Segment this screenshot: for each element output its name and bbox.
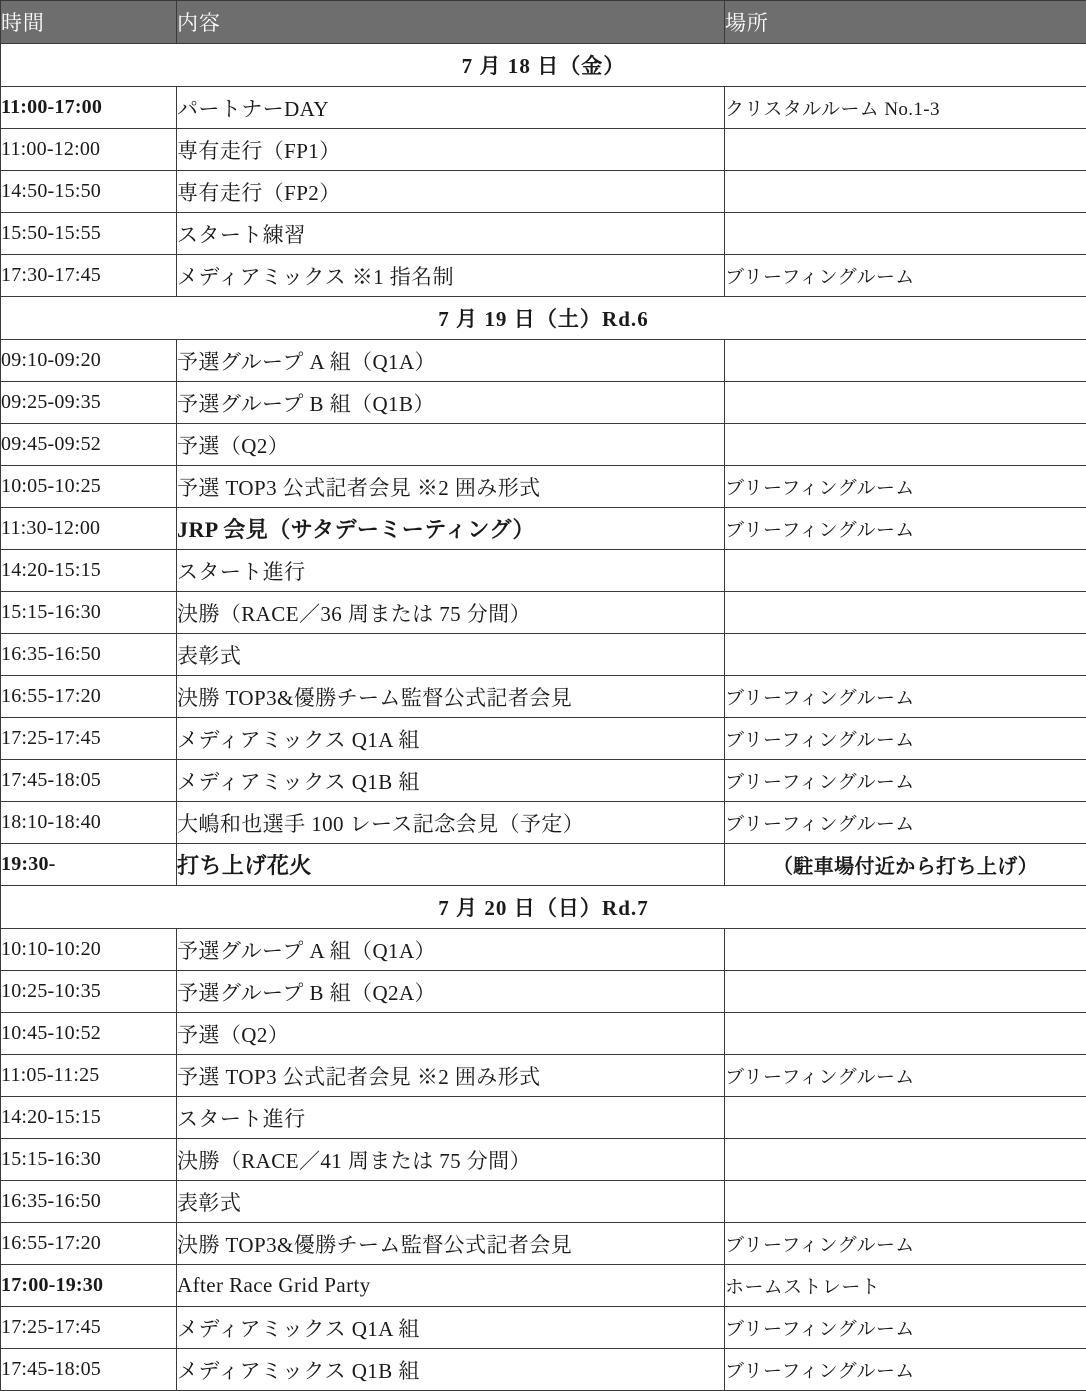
cell-place xyxy=(725,424,1086,466)
table-row xyxy=(1,466,1086,508)
cell-place: ブリーフィングルーム xyxy=(725,802,1086,844)
cell-place xyxy=(725,929,1086,971)
cell-time: 14:20-15:15 xyxy=(1,1097,177,1139)
cell-content: 予選グループ A 組（Q1A） xyxy=(177,340,725,382)
cell-time: 15:50-15:55 xyxy=(1,213,177,255)
cell-place: ブリーフィングルーム xyxy=(725,1223,1086,1265)
cell-place: クリスタルルーム No.1-3 xyxy=(725,87,1086,129)
cell-content: 打ち上げ花火 xyxy=(177,844,725,886)
table-row xyxy=(1,1223,1086,1265)
cell-time: 19:30- xyxy=(1,844,177,886)
cell-time: 17:00-19:30 xyxy=(1,1265,177,1307)
cell-content: 予選グループ B 組（Q2A） xyxy=(177,971,725,1013)
cell-content: 予選（Q2） xyxy=(177,1013,725,1055)
cell-time: 17:45-18:05 xyxy=(1,760,177,802)
table-row xyxy=(1,213,1086,255)
table-body xyxy=(1,44,1086,1391)
cell-time: 10:25-10:35 xyxy=(1,971,177,1013)
date-separator-row xyxy=(1,886,1086,929)
cell-content: スタート進行 xyxy=(177,1097,725,1139)
cell-place: ブリーフィングルーム xyxy=(725,1307,1086,1349)
cell-content: メディアミックス ※1 指名制 xyxy=(177,255,725,297)
cell-place: ブリーフィングルーム xyxy=(725,676,1086,718)
table-row xyxy=(1,1013,1086,1055)
cell-place xyxy=(725,634,1086,676)
cell-content: 決勝 TOP3&優勝チーム監督公式記者会見 xyxy=(177,1223,725,1265)
table-row xyxy=(1,1349,1086,1391)
table-row xyxy=(1,382,1086,424)
cell-content: メディアミックス Q1A 組 xyxy=(177,718,725,760)
cell-time: 10:10-10:20 xyxy=(1,929,177,971)
cell-time: 09:45-09:52 xyxy=(1,424,177,466)
cell-place: ホームストレート xyxy=(725,1265,1086,1307)
cell-content: メディアミックス Q1A 組 xyxy=(177,1307,725,1349)
cell-time: 11:30-12:00 xyxy=(1,508,177,550)
cell-place xyxy=(725,1181,1086,1223)
cell-place: ブリーフィングルーム xyxy=(725,508,1086,550)
table-header xyxy=(1,1,1086,44)
cell-time: 17:30-17:45 xyxy=(1,255,177,297)
cell-place xyxy=(725,1013,1086,1055)
cell-place xyxy=(725,171,1086,213)
cell-time: 11:05-11:25 xyxy=(1,1055,177,1097)
table-row xyxy=(1,676,1086,718)
cell-time: 15:15-16:30 xyxy=(1,592,177,634)
cell-place xyxy=(725,382,1086,424)
cell-content: 決勝（RACE／36 周または 75 分間） xyxy=(177,592,725,634)
cell-time: 16:35-16:50 xyxy=(1,1181,177,1223)
cell-time: 14:20-15:15 xyxy=(1,550,177,592)
table-row xyxy=(1,129,1086,171)
cell-place xyxy=(725,1097,1086,1139)
cell-content: 専有走行（FP2） xyxy=(177,171,725,213)
date-label: 7 月 20 日（日）Rd.7 xyxy=(1,886,1086,929)
cell-place xyxy=(725,129,1086,171)
cell-time: 18:10-18:40 xyxy=(1,802,177,844)
cell-place: ブリーフィングルーム xyxy=(725,1349,1086,1391)
cell-time: 15:15-16:30 xyxy=(1,1139,177,1181)
cell-content: 大嶋和也選手 100 レース記念会見（予定） xyxy=(177,802,725,844)
cell-content: JRP 会見（サタデーミーティング） xyxy=(177,508,725,550)
cell-content: 予選グループ B 組（Q1B） xyxy=(177,382,725,424)
table-row xyxy=(1,718,1086,760)
table-row xyxy=(1,550,1086,592)
table-row xyxy=(1,592,1086,634)
cell-content: パートナーDAY xyxy=(177,87,725,129)
cell-place: （駐車場付近から打ち上げ） xyxy=(725,844,1086,886)
cell-place: ブリーフィングルーム xyxy=(725,255,1086,297)
table-row xyxy=(1,87,1086,129)
cell-time: 17:25-17:45 xyxy=(1,718,177,760)
cell-content: 予選 TOP3 公式記者会見 ※2 囲み形式 xyxy=(177,1055,725,1097)
table-row xyxy=(1,255,1086,297)
table-row xyxy=(1,1307,1086,1349)
cell-content: スタート進行 xyxy=(177,550,725,592)
cell-place: ブリーフィングルーム xyxy=(725,466,1086,508)
cell-place xyxy=(725,213,1086,255)
date-separator-row xyxy=(1,44,1086,87)
cell-content: 表彰式 xyxy=(177,634,725,676)
cell-time: 09:10-09:20 xyxy=(1,340,177,382)
cell-content: After Race Grid Party xyxy=(177,1265,725,1307)
table-row xyxy=(1,1097,1086,1139)
table-header-row xyxy=(1,1,1086,44)
table-row xyxy=(1,508,1086,550)
cell-place xyxy=(725,550,1086,592)
cell-content: メディアミックス Q1B 組 xyxy=(177,760,725,802)
cell-content: 決勝（RACE／41 周または 75 分間） xyxy=(177,1139,725,1181)
cell-content: 決勝 TOP3&優勝チーム監督公式記者会見 xyxy=(177,676,725,718)
cell-content: 専有走行（FP1） xyxy=(177,129,725,171)
cell-time: 11:00-17:00 xyxy=(1,87,177,129)
table-row xyxy=(1,844,1086,886)
cell-content: メディアミックス Q1B 組 xyxy=(177,1349,725,1391)
cell-time: 11:00-12:00 xyxy=(1,129,177,171)
cell-time: 16:55-17:20 xyxy=(1,1223,177,1265)
table-row xyxy=(1,1181,1086,1223)
cell-place xyxy=(725,592,1086,634)
table-row xyxy=(1,971,1086,1013)
column-header-time: 時間 xyxy=(1,1,177,44)
cell-time: 09:25-09:35 xyxy=(1,382,177,424)
cell-place xyxy=(725,340,1086,382)
table-row xyxy=(1,929,1086,971)
cell-time: 10:45-10:52 xyxy=(1,1013,177,1055)
table-row xyxy=(1,424,1086,466)
table-row xyxy=(1,1055,1086,1097)
cell-time: 17:45-18:05 xyxy=(1,1349,177,1391)
cell-content: 予選（Q2） xyxy=(177,424,725,466)
cell-place: ブリーフィングルーム xyxy=(725,760,1086,802)
cell-place: ブリーフィングルーム xyxy=(725,1055,1086,1097)
cell-content: 予選 TOP3 公式記者会見 ※2 囲み形式 xyxy=(177,466,725,508)
cell-time: 17:25-17:45 xyxy=(1,1307,177,1349)
cell-time: 16:35-16:50 xyxy=(1,634,177,676)
cell-time: 14:50-15:50 xyxy=(1,171,177,213)
cell-time: 10:05-10:25 xyxy=(1,466,177,508)
table-row xyxy=(1,760,1086,802)
cell-content: スタート練習 xyxy=(177,213,725,255)
date-separator-row xyxy=(1,297,1086,340)
cell-place: ブリーフィングルーム xyxy=(725,718,1086,760)
table-row xyxy=(1,171,1086,213)
cell-time: 16:55-17:20 xyxy=(1,676,177,718)
table-row xyxy=(1,340,1086,382)
cell-place xyxy=(725,971,1086,1013)
date-label: 7 月 18 日（金） xyxy=(1,44,1086,87)
table-row xyxy=(1,802,1086,844)
column-header-place: 場所 xyxy=(725,1,1086,44)
column-header-content: 内容 xyxy=(177,1,725,44)
cell-content: 表彰式 xyxy=(177,1181,725,1223)
date-label: 7 月 19 日（土）Rd.6 xyxy=(1,297,1086,340)
cell-place xyxy=(725,1139,1086,1181)
table-row xyxy=(1,1265,1086,1307)
cell-content: 予選グループ A 組（Q1A） xyxy=(177,929,725,971)
table-row xyxy=(1,1139,1086,1181)
table-row xyxy=(1,634,1086,676)
